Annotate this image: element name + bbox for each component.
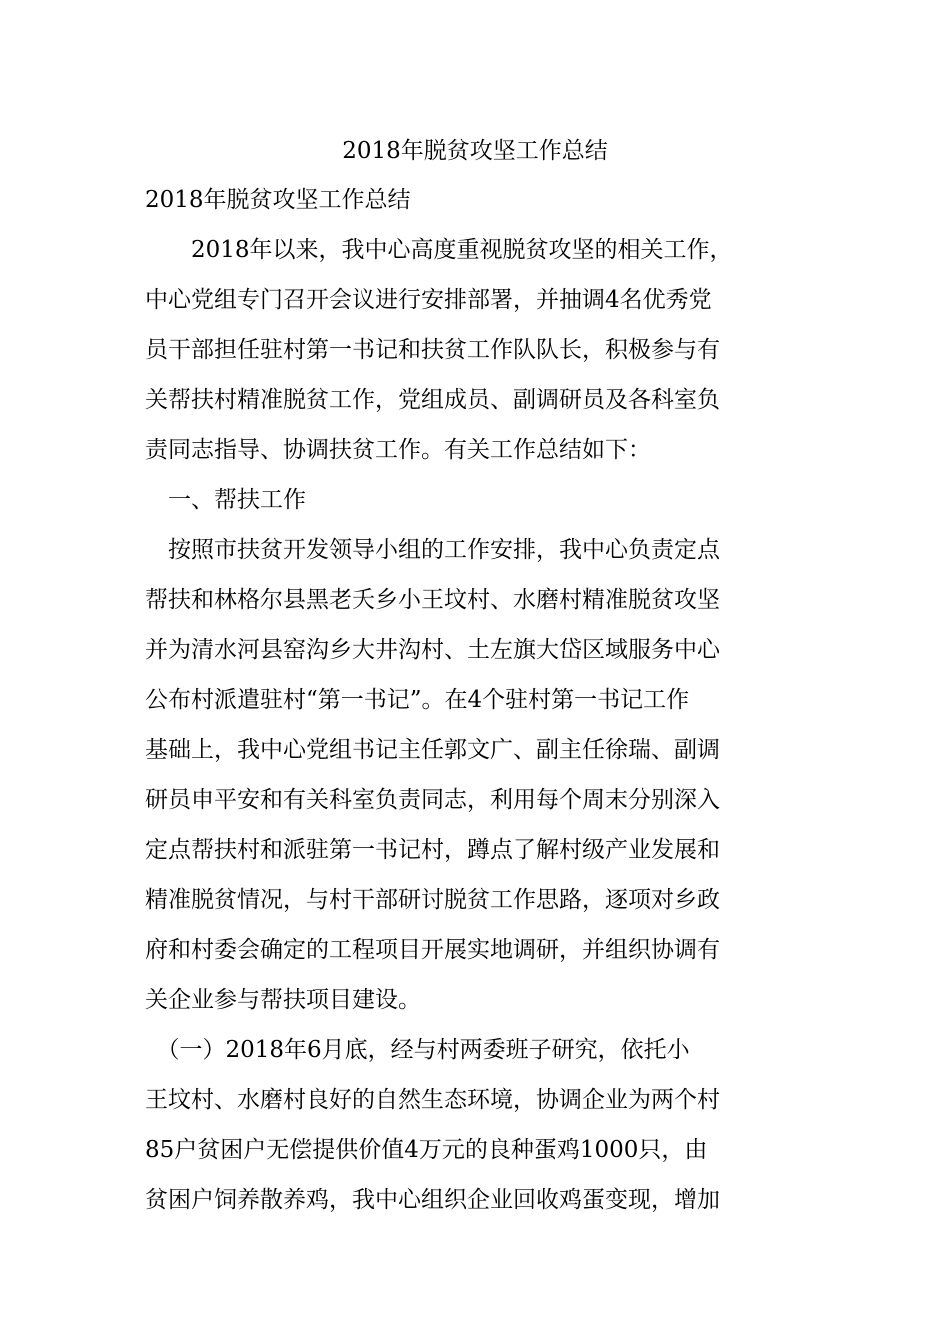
paragraph-line: 研员申平安和有关科室负责同志，利用每个周末分别深入 [145,787,720,813]
paragraph-line: 府和村委会确定的工程项目开展实地调研，并组织协调有 [145,937,720,963]
paragraph-line: 并为清水河县窑沟乡大井沟村、土左旗大岱区域服务中心 [145,637,720,663]
paragraph-line: 关企业参与帮扶项目建设。 [145,987,421,1013]
paragraph-line: 责同志指导、协调扶贫工作。有关工作总结如下： [145,437,651,463]
paragraph-line: 员干部担任驻村第一书记和扶贫工作队队长，积极参与有 [145,337,720,363]
paragraph-line: （一）2018年6月底，经与村两委班子研究，依托小 [145,1037,690,1063]
paragraph-line: 王坟村、水磨村良好的自然生态环境，协调企业为两个村 [145,1087,720,1113]
intro-paragraph [145,225,835,475]
paragraph-line: 精准脱贫情况，与村干部研讨脱贫工作思路，逐项对乡政 [145,887,720,913]
section-heading: 一、帮扶工作 [145,487,306,513]
paragraph-line: 2018年以来，我中心高度重视脱贫攻坚的相关工作， [145,237,733,263]
subsection-paragraph [145,1025,835,1225]
paragraph-line: 中心党组专门召开会议进行安排部署，并抽调4名优秀党 [145,287,712,313]
paragraph-line: 公布村派遣驻村“第一书记”。在4个驻村第一书记工作 [145,687,690,713]
section-paragraph [145,525,835,1025]
paragraph-line: 帮扶和林格尔县黑老夭乡小王坟村、水磨村精准脱贫攻坚 [145,587,720,613]
document-title: 2018年脱贫攻坚工作总结 [342,138,608,164]
paragraph-line: 定点帮扶村和派驻第一书记村，蹲点了解村级产业发展和 [145,837,720,863]
document-subtitle: 2018年脱贫攻坚工作总结 [145,187,411,213]
paragraph-line: 贫困户饲养散养鸡，我中心组织企业回收鸡蛋变现，增加 [145,1187,720,1213]
paragraph-line: 基础上，我中心党组书记主任郭文广、副主任徐瑞、副调 [145,737,720,763]
section-heading-block [145,475,835,525]
paragraph-line: 按照市扶贫开发领导小组的工作安排，我中心负责定点 [145,537,720,563]
paragraph-line: 关帮扶村精准脱贫工作，党组成员、副调研员及各科室负 [145,387,720,413]
paragraph-line: 85户贫困户无偿提供价值4万元的良种蛋鸡1000只，由 [145,1137,708,1163]
